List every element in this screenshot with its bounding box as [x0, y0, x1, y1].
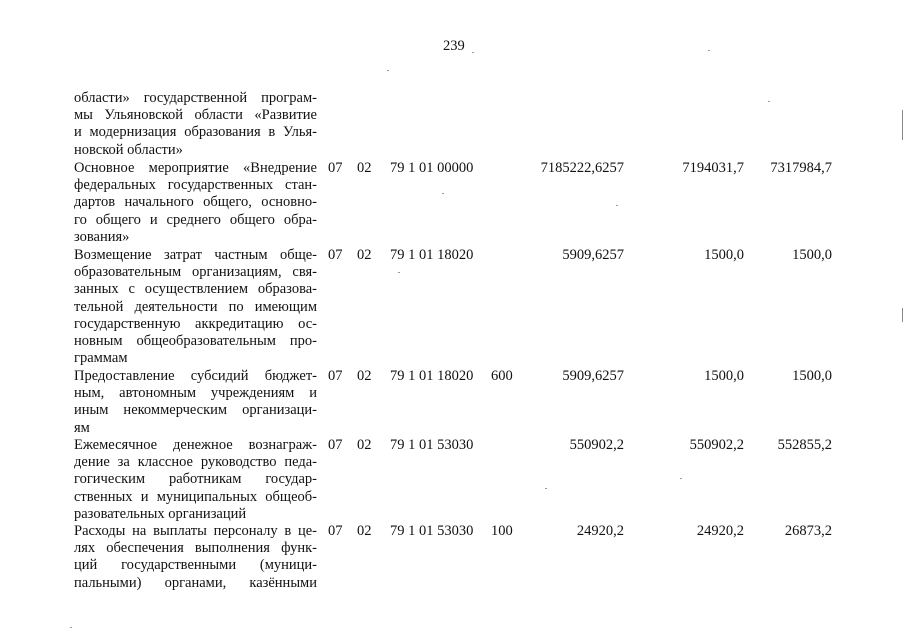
- amount-year-2: 1500,0: [704, 368, 744, 384]
- amount-year-2: 7194031,7: [682, 160, 744, 176]
- target-article-code: 79 1 01 53030: [390, 437, 474, 453]
- row-description: [74, 247, 317, 367]
- section-code: 07: [328, 368, 343, 384]
- amount-year-1: 550902,2: [569, 437, 624, 453]
- scan-speck: [545, 488, 547, 489]
- amount-year-3: 552855,2: [777, 437, 832, 453]
- target-article-code: 79 1 01 18020: [390, 247, 474, 263]
- description-line: го общего и среднего общего обра-: [74, 211, 317, 228]
- amount-year-3: 26873,2: [784, 523, 832, 539]
- description-line: области» государственной програм-: [74, 90, 317, 106]
- target-article-code: 79 1 01 18020: [390, 368, 474, 384]
- scan-speck: [768, 101, 770, 102]
- description-line: разовательных организаций: [74, 505, 247, 522]
- description-line: образовательным организациям, свя-: [74, 264, 317, 281]
- description-line: Основное мероприятие «Внедрение: [74, 160, 317, 176]
- subsection-code: 02: [357, 523, 372, 539]
- scan-speck: [708, 50, 710, 51]
- description-line: Ежемесячное денежное вознаграж-: [74, 437, 317, 453]
- description-line: граммам: [74, 350, 128, 367]
- row-description: [74, 368, 317, 437]
- row-description: [74, 523, 317, 592]
- description-line: новской области»: [74, 141, 183, 158]
- section-code: 07: [328, 437, 343, 453]
- description-line: ственных и муниципальных общеоб-: [74, 488, 317, 505]
- scan-speck: [442, 193, 444, 194]
- description-line: зования»: [74, 228, 130, 245]
- description-line: новным общеобразовательным про-: [74, 333, 317, 350]
- description-line: дартов начального общего, основно-: [74, 194, 317, 211]
- description-line: лях обеспечения выполнения функ-: [74, 540, 317, 557]
- target-article-code: 79 1 01 53030: [390, 523, 474, 539]
- amount-year-2: 550902,2: [689, 437, 744, 453]
- scan-speck: [398, 272, 400, 273]
- subsection-code: 02: [357, 437, 372, 453]
- description-line: ям: [74, 419, 90, 436]
- description-line: Расходы на выплаты персоналу в це-: [74, 523, 317, 539]
- page-number: 239: [443, 38, 465, 54]
- description-line: тельной деятельности по имеющим: [74, 298, 317, 315]
- scan-speck: [472, 52, 474, 53]
- description-line: занных с осуществлением образова-: [74, 281, 317, 298]
- expense-type-code: 600: [491, 368, 513, 384]
- subsection-code: 02: [357, 368, 372, 384]
- subsection-code: 02: [357, 160, 372, 176]
- scan-edge-mark: [902, 308, 903, 322]
- amount-year-2: 24920,2: [696, 523, 744, 539]
- amount-year-3: 1500,0: [792, 368, 832, 384]
- description-line: ным, автономным учреждениям и: [74, 385, 317, 402]
- description-line: мы Ульяновской области «Развитие: [74, 107, 317, 124]
- scan-speck: [616, 205, 618, 206]
- description-line: и модернизация образования в Улья-: [74, 124, 317, 141]
- amount-year-1: 5909,6257: [562, 368, 624, 384]
- amount-year-2: 1500,0: [704, 247, 744, 263]
- description-line: иным некоммерческим организаци-: [74, 402, 317, 419]
- description-line: дение за классное руководство педа-: [74, 454, 317, 471]
- row-description: [74, 437, 317, 523]
- scan-edge-mark: [902, 110, 903, 140]
- section-code: 07: [328, 247, 343, 263]
- section-code: 07: [328, 160, 343, 176]
- subsection-code: 02: [357, 247, 372, 263]
- description-line: государственную аккредитацию ос-: [74, 315, 317, 332]
- scan-speck: [387, 70, 389, 71]
- row-description: [74, 160, 317, 246]
- amount-year-1: 5909,6257: [562, 247, 624, 263]
- description-line: ций государственными (муници-: [74, 557, 317, 574]
- target-article-code: 79 1 01 00000: [390, 160, 474, 176]
- amount-year-3: 1500,0: [792, 247, 832, 263]
- description-line: Возмещение затрат частным обще-: [74, 247, 317, 263]
- amount-year-1: 24920,2: [576, 523, 624, 539]
- section-code: 07: [328, 523, 343, 539]
- description-line: гогическим работникам государ-: [74, 471, 317, 488]
- description-line: Предоставление субсидий бюджет-: [74, 368, 317, 384]
- amount-year-3: 7317984,7: [770, 160, 832, 176]
- amount-year-1: 7185222,6257: [540, 160, 624, 176]
- row-description: [74, 90, 317, 159]
- description-line: федеральных государственных стан-: [74, 177, 317, 194]
- description-line: пальными) органами, казёнными: [74, 574, 317, 591]
- expense-type-code: 100: [491, 523, 513, 539]
- scan-speck: [680, 478, 682, 479]
- scan-speck: [70, 627, 72, 628]
